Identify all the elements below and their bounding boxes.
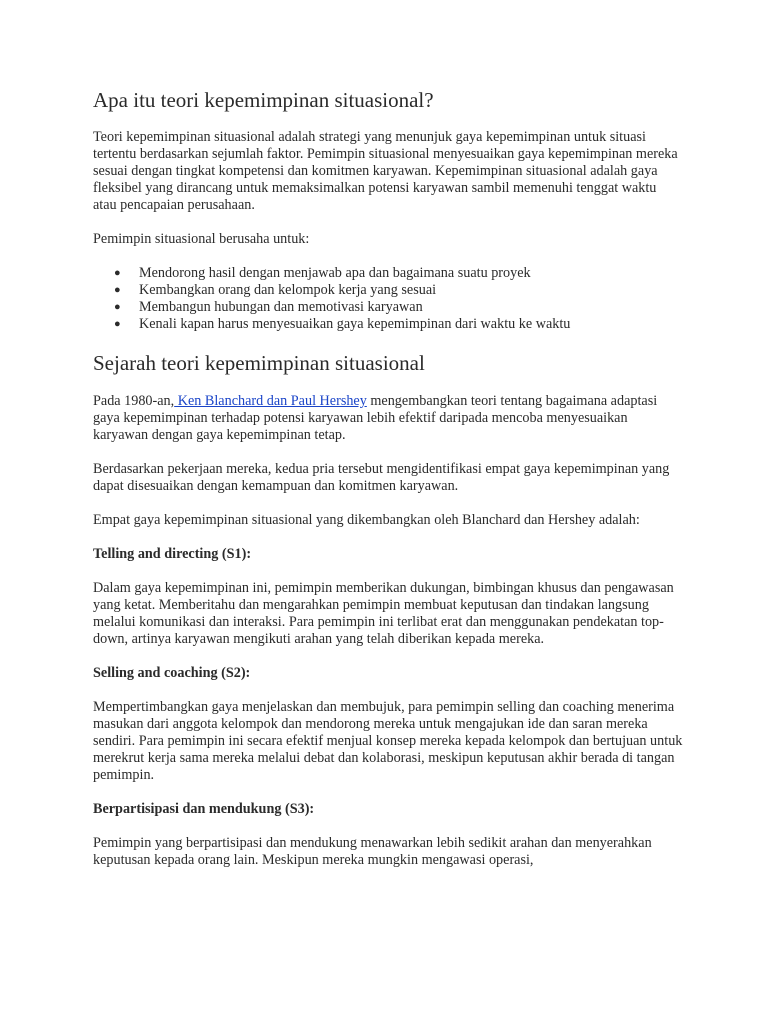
document-page bbox=[93, 86, 683, 886]
style-s2-title: Selling and coaching (S2): bbox=[93, 665, 251, 681]
goals-intro: Pemimpin situasional berusaha untuk: bbox=[93, 231, 310, 247]
style-s2-text: Mempertimbangkan gaya menjelaskan dan membujuk, para pemimpin selling dan coaching menerima masukan dari anggota kelompok dan mendorong mereka untuk mengajukan ide dan saran mereka sendiri. Para pemimpin ini secara efektif menjual konsep mereka kepada kelompok dan bertujuan untuk merekrut kerja sama mereka melalui debat dan kolaborasi, meskipun keputusan akhir berada di tangan pemimpin. bbox=[93, 699, 683, 783]
style-s1-title: Telling and directing (S1): bbox=[93, 546, 252, 562]
bullet-icon: ● bbox=[114, 301, 121, 313]
section-heading-history: Sejarah teori kepemimpinan situasional bbox=[93, 351, 425, 375]
research-paragraph: Berdasarkan pekerjaan mereka, kedua pria tersebut mengidentifikasi empat gaya kepemimpinan yang dapat disesuaikan dengan kemampuan dan komitmen karyawan. bbox=[93, 461, 670, 494]
history-paragraph: Pada 1980-an, Ken Blanchard dan Paul Hershey mengembangkan teori tentang bagaimana adaptasi gaya kepemimpinan terhadap potensi karyawan lebih efektif daripada mencoba menyesuaikan karyawan dengan gaya kepemimpinan tetap. bbox=[93, 393, 658, 443]
list-item: ● Membangun hubungan dan memotivasi karyawan bbox=[114, 299, 423, 315]
bullet-icon: ● bbox=[114, 267, 121, 279]
style-s1-text: Dalam gaya kepemimpinan ini, pemimpin memberikan dukungan, bimbingan khusus dan pengawasan yang ketat. Memberitahu dan mengarahkan pemimpin membuat keputusan dan tindakan langsung melalui komunikasi dan interaksi. Para pemimpin ini terlibat erat dan menggunakan pendekatan top-down, artinya karyawan mengikuti arahan yang telah diberikan kepada mereka. bbox=[93, 580, 674, 647]
authors-link[interactable]: Ken Blanchard dan Paul Hershey bbox=[174, 393, 367, 409]
bullet-icon: ● bbox=[114, 318, 121, 330]
styles-intro: Empat gaya kepemimpinan situasional yang dikembangkan oleh Blanchard dan Hershey adalah: bbox=[93, 512, 640, 528]
bullet-icon: ● bbox=[114, 284, 121, 296]
list-item: ● Kenali kapan harus menyesuaikan gaya kepemimpinan dari waktu ke waktu bbox=[114, 316, 571, 332]
style-s3-text: Pemimpin yang berpartisipasi dan mendukung menawarkan lebih sedikit arahan dan menyerahkan keputusan kepada orang lain. Meskipun mereka mungkin mengawasi operasi, bbox=[93, 835, 652, 868]
style-s3-title: Berpartisipasi dan mendukung (S3): bbox=[93, 801, 315, 817]
goals-list bbox=[93, 265, 683, 333]
list-item: ● Kembangkan orang dan kelompok kerja yang sesuai bbox=[114, 282, 437, 298]
list-item: ● Mendorong hasil dengan menjawab apa dan bagaimana suatu proyek bbox=[114, 265, 531, 281]
intro-paragraph: Teori kepemimpinan situasional adalah strategi yang menunjuk gaya kepemimpinan untuk situasi tertentu berdasarkan sejumlah faktor. Pemimpin situasional menyesuaikan gaya kepemimpinan mereka sesuai dengan tingkat kompetensi dan komitmen karyawan. Kepemimpinan situasional adalah gaya fleksibel yang dirancang untuk memaksimalkan potensi karyawan sambil memenuhi tenggat waktu atau pencapaian perusahaan. bbox=[93, 129, 678, 213]
section-heading-what-is: Apa itu teori kepemimpinan situasional? bbox=[93, 88, 434, 112]
